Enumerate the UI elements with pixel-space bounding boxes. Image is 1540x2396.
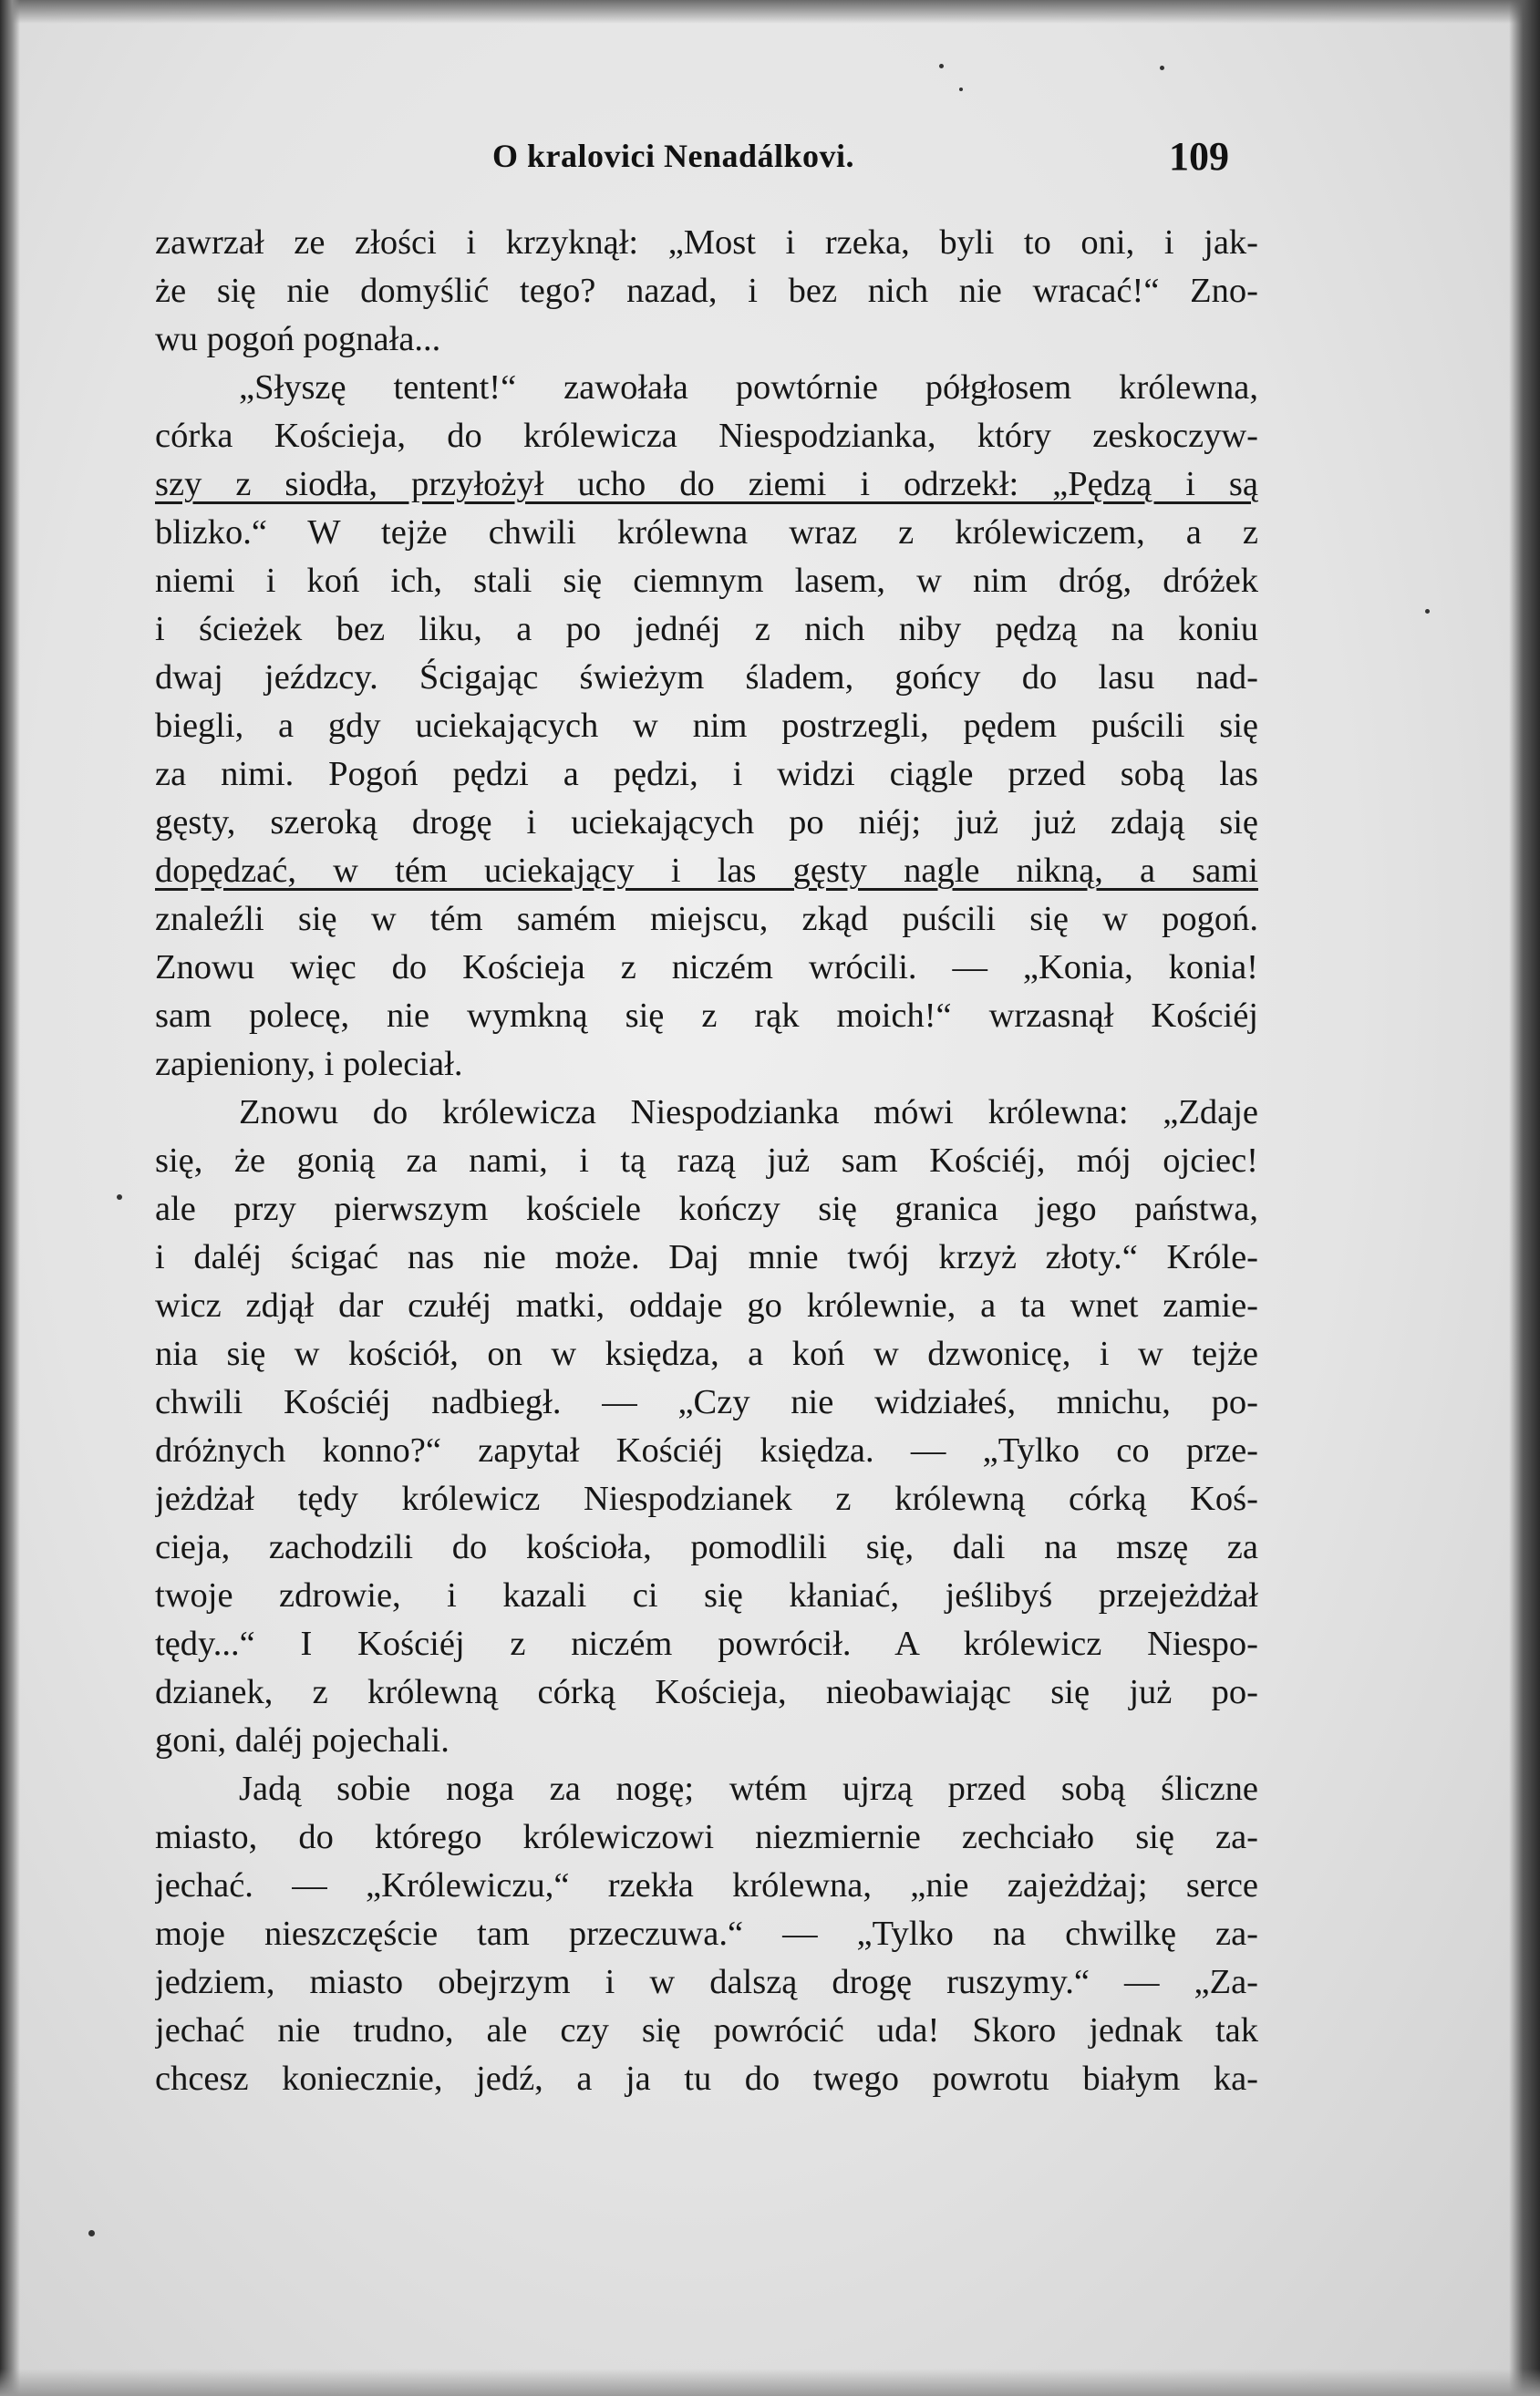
text-line: Jadą sobie noga za nogę; wtém ujrzą przed sobą śliczne (239, 1770, 1258, 1808)
text-line: Znowu więc do Kościeja z niczém wrócili. — „Konia, konia! (155, 948, 1258, 986)
text-line: wu pogoń pognała... (155, 320, 441, 358)
text-line: i daléj ścigać nas nie może. Daj mnie twój krzyż złoty.“ Króle- (155, 1238, 1258, 1276)
text-line: zawrzał ze złości i krzyknął: „Most i rzeka, byli to oni, i jak- (155, 223, 1258, 262)
page-edge-bottom-shadow (0, 2369, 1540, 2396)
text-line: jedziem, miasto obejrzym i w dalszą drogę ruszymy.“ — „Za- (155, 1963, 1258, 2001)
page-edge-left-shadow (0, 0, 20, 2396)
text-line: dróżnych konno?“ zapytał Kościéj księdza. — „Tylko co prze- (155, 1431, 1258, 1470)
text-line: chcesz koniecznie, jedź, a ja tu do twego powrotu białym ka- (155, 2060, 1258, 2098)
paper-speck (959, 88, 963, 91)
text-line: nia się w kościół, on w księdza, a koń w dzwonicę, i w tejże (155, 1335, 1258, 1373)
page-edge-top-shadow (0, 0, 1540, 24)
text-line: biegli, a gdy uciekających w nim postrzegli, pędem puścili się (155, 707, 1258, 745)
text-line: dzianek, z królewną córką Kościeja, nieobawiając się już po- (155, 1673, 1258, 1711)
text-line: tędy...“ I Kościéj z niczém powrócił. A królewicz Niespo- (155, 1625, 1258, 1663)
text-line: ale przy pierwszym kościele kończy się granica jego państwa, (155, 1190, 1258, 1228)
page-edge-right-shadow (1509, 0, 1540, 2396)
text-line: blizko.“ W tejże chwili królewna wraz z królewiczem, a z (155, 513, 1258, 552)
text-line: jechać. — „Królewiczu,“ rzekła królewna, „nie zajeżdżaj; serce (155, 1866, 1258, 1905)
text-line: znaleźli się w tém samém miejscu, zkąd puścili się w pogoń. (155, 900, 1258, 938)
text-line: jeżdżał tędy królewicz Niespodzianek z królewną córką Koś- (155, 1480, 1258, 1518)
text-line: goni, daléj pojechali. (155, 1721, 450, 1760)
page-number: 109 (1169, 134, 1229, 179)
text-line: miasto, do którego królewiczowi niezmiernie zechciało się za- (155, 1818, 1258, 1856)
paper-speck (1160, 66, 1164, 70)
paper-speck (117, 1194, 122, 1200)
text-line: niemi i koń ich, stali się ciemnym lasem, w nim dróg, dróżek (155, 562, 1258, 600)
text-line: że się nie domyślić tego? nazad, i bez nich nie wracać!“ Zno- (155, 272, 1258, 310)
text-line: i ścieżek bez liku, a po jednéj z nich niby pędzą na koniu (155, 610, 1258, 648)
text-line: za nimi. Pogoń pędzi a pędzi, i widzi ciągle przed sobą las (155, 755, 1258, 793)
text-line: moje nieszczęście tam przeczuwa.“ — „Tylko na chwilkę za- (155, 1915, 1258, 1953)
text-line: córka Kościeja, do królewicza Niespodzianka, który zeskoczyw- (155, 417, 1258, 455)
text-line: cieja, zachodzili do kościoła, pomodlili się, dali na mszę za (155, 1528, 1258, 1566)
text-line: „Słyszę tentent!“ zawołała powtórnie półgłosem królewna, (239, 368, 1258, 407)
text-line: wicz zdjął dar czułéj matki, oddaje go królewnie, a ta wnet zamie- (155, 1286, 1258, 1325)
text-line: Znowu do królewicza Niespodzianka mówi królewna: „Zdaje (239, 1093, 1258, 1131)
text-line: dopędzać, w tém uciekający i las gęsty nagle nikną, a sami (155, 852, 1258, 890)
text-line: szy z siodła, przyłożył ucho do ziemi i odrzekł: „Pędzą i są (155, 465, 1258, 503)
body-text (155, 219, 1258, 2103)
text-line: twoje zdrowie, i kazali ci się kłaniać, jeślibyś przejeżdżał (155, 1576, 1258, 1615)
text-line: jechać nie trudno, ale czy się powrócić uda! Skoro jednak tak (155, 2011, 1258, 2050)
text-line: gęsty, szeroką drogę i uciekających po niéj; już już zdają się (155, 803, 1258, 842)
paper-speck (88, 2230, 95, 2236)
text-line: sam polecę, nie wymkną się z rąk moich!“ wrzasnął Kościéj (155, 997, 1258, 1035)
text-line: chwili Kościéj nadbiegł. — „Czy nie widziałeś, mnichu, po- (155, 1383, 1258, 1421)
text-line: zapieniony, i poleciał. (155, 1045, 463, 1083)
running-head-title: O kralovici Nenadálkovi. (492, 138, 855, 174)
paper-speck (939, 64, 944, 68)
text-line: się, że gonią za nami, i tą razą już sam Kościéj, mój ojciec! (155, 1141, 1258, 1180)
text-line: dwaj jeźdzcy. Ścigając świeżym śladem, gońcy do lasu nad- (155, 658, 1258, 697)
paper-speck (1425, 609, 1430, 614)
